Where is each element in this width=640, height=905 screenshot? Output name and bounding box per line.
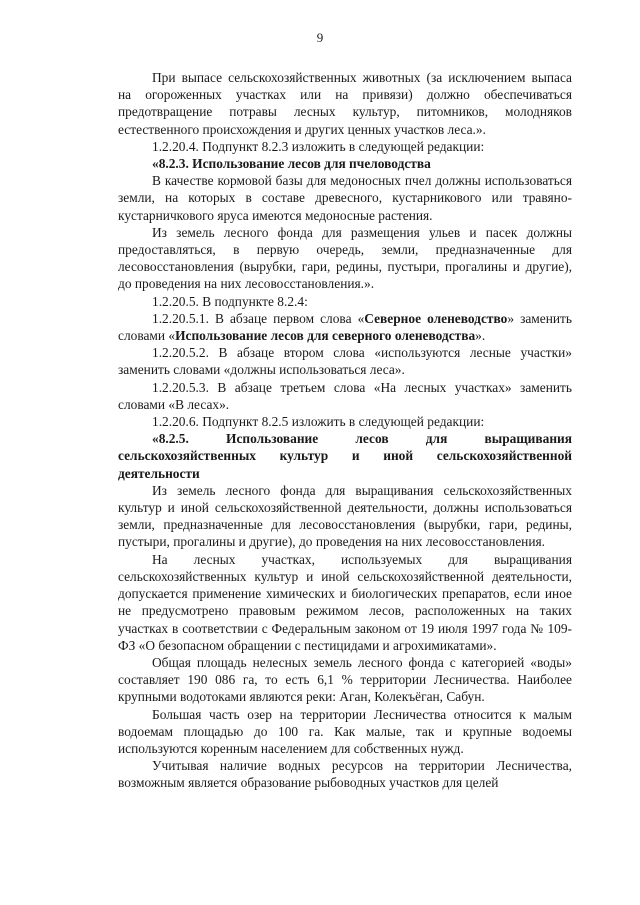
paragraph-bee-forage: В качестве кормовой базы для медоносных пчел должны использоваться земли, на которых в составе древесного, кустарникового или травяно-кустарничкового яруса имеются медоносные растения.	[118, 173, 572, 223]
document-body	[118, 69, 572, 792]
text-run: 1.2.20.5.1. В абзаце первом слова «	[152, 310, 365, 326]
paragraph-1-2-20-5: 1.2.20.5. В подпункте 8.2.4:	[152, 293, 308, 309]
paragraph-chemicals: На лесных участках, используемых для выращивания сельскохозяйственных культур и иной сельскохозяйственной деятельности, допускается применение химических и биологических препаратов, если иное не предусмотрено правовым режимом лесов, расположенных на таких участках в соответствии с Федеральным законом от 19 июля 1997 года № 109-ФЗ «О безопасном обращении с пестицидами и агрохимикатами».	[118, 551, 572, 653]
text-run-bold: Северное оленеводство	[364, 310, 508, 326]
paragraph-grazing: При выпасе сельскохозяйственных животных (за исключением выпаса на огороженных участках или на привязи) должно обеспечиваться предотвращение потравы лесных культур, питомников, молодняков естественного происхождения и других ценных участков леса.».	[118, 70, 572, 137]
paragraph-1-2-20-5-1	[118, 310, 572, 344]
paragraph-lakes: Большая часть озер на территории Лесничества относится к малым водоемам площадью до 100 га. Как малые, так и крупные водоемы используются коренным населением для собственных нужд.	[118, 706, 572, 756]
paragraph-hive-placement: Из земель лесного фонда для размещения ульев и пасек должны предоставляться, в первую очередь, земли, предназначенные для лесовосстановления (вырубки, гари, редины, пустыри, прогалины и другие), до проведения на них лесовосстановления.».	[118, 224, 572, 292]
heading-8-2-5: «8.2.5. Использование лесов для выращивания сельскохозяйственных культур и иной сельскохозяйственной деятельности	[118, 431, 572, 481]
paragraph-agri-lands: Из земель лесного фонда для выращивания сельскохозяйственных культур и иной сельскохозяйственной деятельности, должны использоваться земли, предназначенные для лесовосстановления (вырубки, гари, редины, пустыри, прогалины и другие), до проведения на них лесовосстановления.	[118, 482, 572, 550]
paragraph-fish-farming: Учитывая наличие водных ресурсов на территории Лесничества, возможным является образование рыбоводных участков для целей	[118, 758, 572, 791]
heading-8-2-3: «8.2.3. Использование лесов для пчеловодства	[152, 156, 431, 172]
paragraph-1-2-20-4: 1.2.20.4. Подпункт 8.2.3 изложить в следующей редакции:	[152, 138, 485, 154]
page-number: 9	[316, 30, 324, 45]
paragraph-water-area: Общая площадь нелесных земель лесного фонда с категорией «воды» составляет 190 086 га, то есть 6,1 % территории Лесничества. Наиболее крупными водотоками являются реки: Аган, Колекъёган, Сабун.	[118, 654, 572, 705]
paragraph-1-2-20-6: 1.2.20.6. Подпункт 8.2.5 изложить в следующей редакции:	[152, 414, 485, 430]
text-run-bold: Использование лесов для северного оленеводства	[175, 328, 476, 344]
paragraph-1-2-20-5-3: 1.2.20.5.3. В абзаце третьем слова «На лесных участках» заменить словами «В лесах».	[118, 379, 572, 412]
paragraph-1-2-20-5-2: 1.2.20.5.2. В абзаце втором слова «используются лесные участки» заменить словами «должны использоваться леса».	[118, 345, 572, 378]
text-run: ».	[475, 328, 486, 344]
text-run: » заменить словами «	[118, 310, 573, 344]
